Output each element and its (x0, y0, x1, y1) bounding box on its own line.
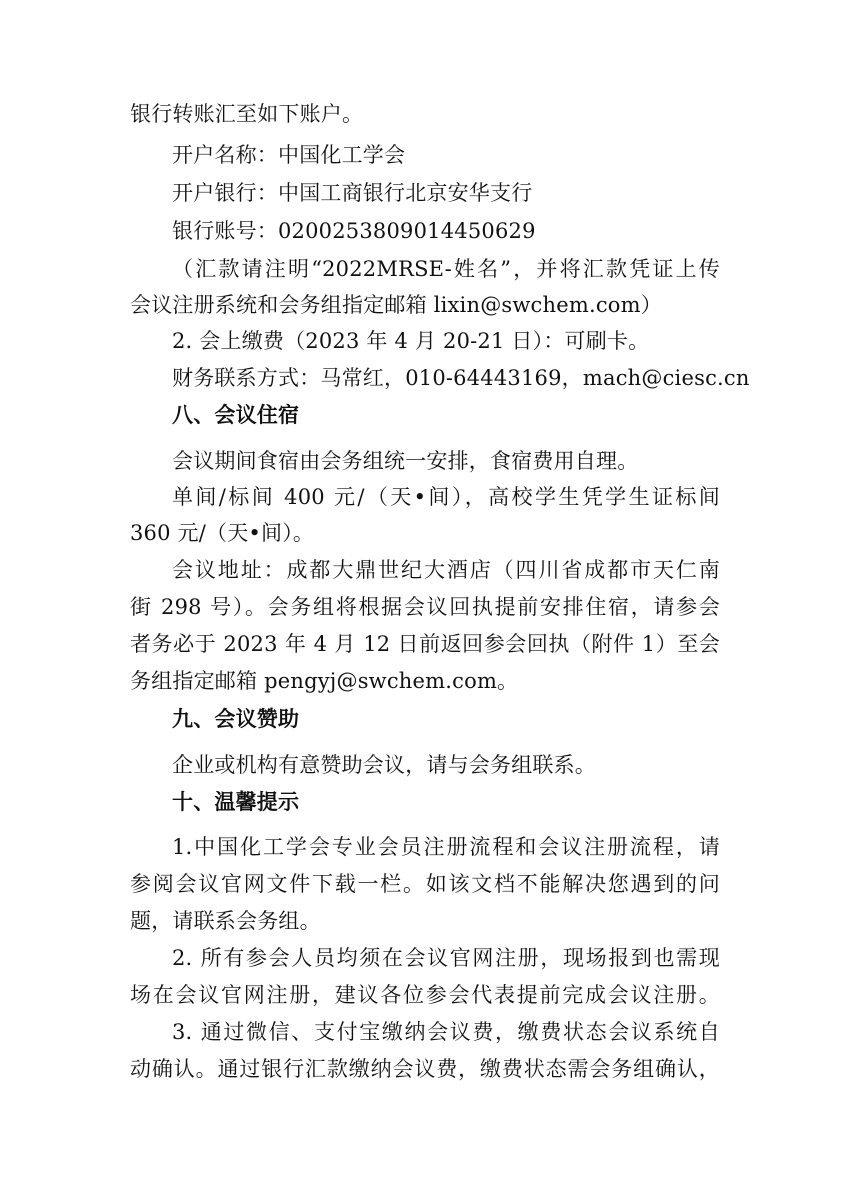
account-number-line: 银行账号：0200253809014450629 (172, 219, 536, 243)
paragraph-line: 银行转账汇至如下账户。 (130, 102, 364, 126)
paragraph-line: （汇款请注明“2022MRSE-姓名”，并将汇款凭证上传 (172, 257, 720, 281)
paragraph-line: 3. 通过微信、支付宝缴纳会议费，缴费状态会议系统自 (172, 1020, 720, 1044)
paragraph-line: 者务必于 2023 年 4 月 12 日前返回参会回执（附件 1）至会 (130, 632, 720, 656)
section-heading-tips: 十、温馨提示 (172, 790, 300, 814)
paragraph-line: 务组指定邮箱 pengyj@swchem.com。 (130, 669, 519, 693)
account-bank-line: 开户银行：中国工商银行北京安华支行 (172, 181, 533, 205)
section-heading-accommodation: 八、会议住宿 (172, 403, 300, 427)
section-heading-sponsorship: 九、会议赞助 (172, 707, 300, 731)
paragraph-line: 参阅会议官网文件下载一栏。如该文档不能解决您遇到的问 (130, 872, 720, 896)
paragraph-line: 1.中国化工学会专业会员注册流程和会议注册流程，请 (172, 835, 720, 859)
paragraph-line: 单间/标间 400 元/（天•间），高校学生凭学生证标间 (172, 485, 720, 509)
paragraph-line: 企业或机构有意赞助会议，请与会务组联系。 (172, 753, 596, 777)
paragraph-line: 会议期间食宿由会务组统一安排，食宿费用自理。 (172, 449, 639, 473)
paragraph-line: 题，请联系会务组。 (130, 909, 321, 933)
paragraph-line: 会议注册系统和会务组指定邮箱 lixin@swchem.com） (130, 293, 662, 317)
finance-contact-line: 财务联系方式：马常红，010-64443169，mach@ciesc.cn (172, 366, 750, 390)
paragraph-line: 2. 所有参会人员均须在会议官网注册，现场报到也需现 (172, 946, 720, 970)
account-name-line: 开户名称：中国化工学会 (172, 143, 406, 167)
paragraph-line: 360 元/（天•间）。 (130, 521, 315, 545)
paragraph-line: 场在会议官网注册，建议各位参会代表提前完成会议注册。 (130, 983, 720, 1007)
paragraph-line: 会议地址：成都大鼎世纪大酒店（四川省成都市天仁南 (172, 558, 720, 582)
paragraph-line: 2. 会上缴费（2023 年 4 月 20-21 日）：可刷卡。 (172, 329, 650, 353)
paragraph-line: 街 298 号）。会务组将根据会议回执提前安排住宿，请参会 (130, 595, 720, 619)
paragraph-line: 动确认。通过银行汇款缴纳会议费，缴费状态需会务组确认， (130, 1057, 720, 1081)
